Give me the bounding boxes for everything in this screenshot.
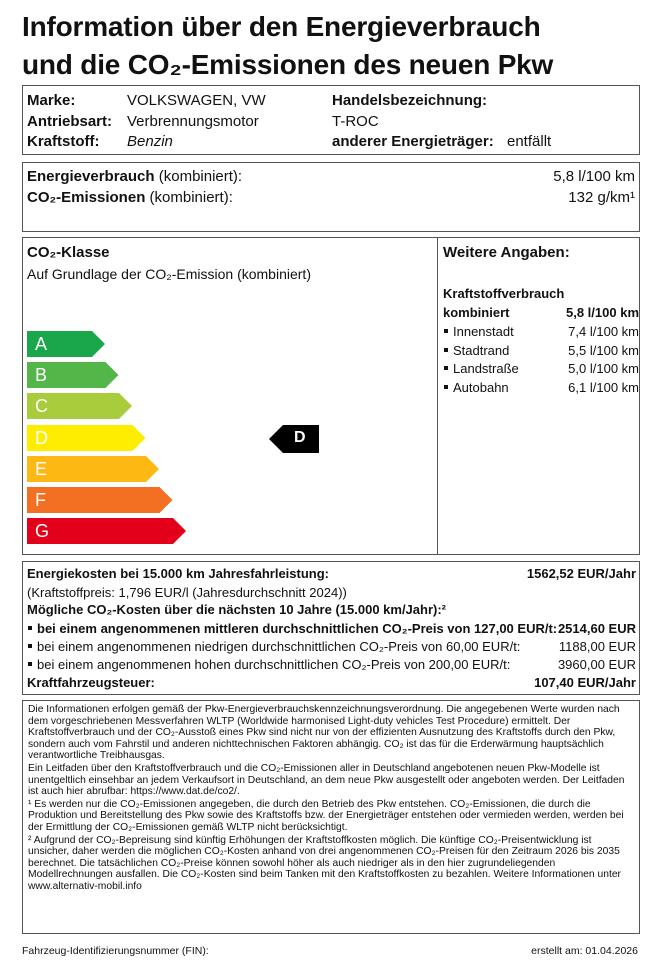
other-energy-label: anderer Energieträger: [332, 133, 494, 150]
consumption-row-label: Innenstadt [453, 324, 514, 339]
co2-class-heading: CO₂-Klasse [27, 244, 110, 261]
class-letter: D [35, 427, 48, 448]
class-letter: E [35, 458, 48, 479]
bullet-icon [28, 644, 32, 648]
note-paragraph-2: Ein Leitfaden über den Kraftstoffverbrauch und die CO₂-Emissionen aller in Deutschland angebotenen neuen Pkw-Modelle ist unentgeltlich einsehbar an jedem Verkaufsort in Deutschland, an dem neue Pkw ausgestellt oder angeboten werden. Der Leitfaden ist auch hier abrufbar: https://www.dat.de/co2/. [28, 762, 625, 798]
combined-consumption-row [443, 304, 639, 322]
co2-emissions-value: 132 g/km¹ [568, 189, 635, 206]
consumption-row-value: 5,0 l/100 km [568, 361, 639, 376]
other-energy-value: entfällt [507, 133, 552, 150]
fuel-label: Kraftstoff: [27, 133, 100, 150]
fin-label: Fahrzeug-Identifizierungsnummer (FIN): [22, 945, 209, 957]
class-arrow-d [27, 425, 146, 451]
consumption-row [443, 379, 639, 397]
consumption-row-value: 7,4 l/100 km [568, 324, 639, 339]
current-class-letter: D [294, 429, 306, 446]
co2-emissions-label [27, 188, 233, 208]
class-arrow-c [27, 393, 132, 419]
co2-cost-mid-value: 2514,60 EUR [557, 621, 636, 636]
trade-name-value: T-ROC [332, 113, 379, 130]
co2-cost-mid-row [27, 620, 636, 638]
fuel-value: Benzin [127, 133, 173, 150]
energy-consumption-value: 5,8 l/100 km [553, 168, 635, 185]
energy-cost-row [27, 565, 636, 583]
page-title [22, 8, 642, 84]
co2-class-subheading: Auf Grundlage der CO₂-Emission (kombiniert) [27, 266, 311, 282]
class-letter: B [35, 365, 48, 386]
vehicle-tax-label: Kraftfahrzeugsteuer: [27, 675, 155, 690]
energy-cost-label: Energiekosten bei 15.000 km Jahresfahrleistung: [27, 566, 330, 581]
class-letter: C [35, 396, 48, 417]
combined-value: 5,8 l/100 km [566, 305, 639, 320]
footnote-2: ² Aufgrund der CO₂-Bepreisung sind künftig Erhöhungen der Kraftstoffkosten möglich. Die künftige CO₂-Preisentwicklung ist unsicher, daher werden die möglichen CO₂-Kosten anhand von drei angenommenen CO₂-Preisen für den Zeitraum 2026 bis 2035 berechnet. Die tatsächlichen CO₂-Preise können sowohl höher als auch niedriger als in den hier zugrundeliegenden Modellrechnungen ausfallen. Die CO₂-Kosten sind beim Tanken mit den Kraftstoffkosten zu bezahlen. Weitere Informationen unter www.alternativ-mobil.info [28, 834, 621, 892]
bullet-icon [28, 662, 32, 666]
consumption-row-label: Landstraße [453, 361, 519, 376]
class-arrow-a [27, 331, 105, 357]
consumption-row [443, 360, 639, 378]
class-letter: A [35, 334, 48, 354]
created-date: erstellt am: 01.04.2026 [531, 945, 638, 957]
brand-value: VOLKSWAGEN, VW [127, 92, 266, 109]
co2-emissions-suffix: (kombiniert): [149, 189, 233, 206]
class-letter: F [35, 490, 46, 510]
legal-notes-box [22, 700, 640, 934]
class-arrow-b [27, 362, 119, 388]
fuel-consumption-heading: Kraftstoffverbrauch [443, 286, 565, 301]
consumption-row [443, 342, 639, 360]
co2-cost-high-label: bei einem angenommenen hohen durchschnittlichen CO₂-Preis von 200,00 EUR/t: [37, 657, 511, 672]
class-arrow-f [27, 487, 173, 513]
co2-cost-low-row [27, 638, 636, 656]
class-letter: G [35, 521, 50, 542]
consumption-row-value: 6,1 l/100 km [568, 379, 639, 395]
co2-cost-high-row [27, 656, 636, 674]
note-paragraph-1: Die Informationen erfolgen gemäß der Pkw-Energieverbrauchskennzeichnungsverordnung. Die angegebenen Werte wurden nach dem vorgeschriebenen Messverfahren WLTP (Worldwide harmonised Light-duty vehicles Test Procedure) ermittelt. Der Kraftstoffverbrauch und der CO₂-Ausstoß eines Pkw sind nicht nur von der effizienten Ausnutzung des Kraftstoffs durch den Pkw, sondern auch vom Fahrstil und anderen nichttechnischen Faktoren abhängig. CO₂ ist das für die Erderwärmung hauptsächlich verantwortliche Treibhausgas. [28, 704, 620, 762]
column-divider [437, 238, 438, 554]
co2-cost-low-value: 1188,00 EUR [558, 639, 636, 654]
vehicle-tax-row [27, 674, 636, 692]
vehicle-info-box [22, 85, 640, 155]
class-arrow-g [27, 518, 186, 544]
bullet-icon [444, 385, 448, 389]
energy-consumption-title: Energieverbrauch [27, 168, 155, 185]
energy-consumption-suffix: (kombiniert): [158, 168, 243, 185]
class-arrow-e [27, 456, 159, 482]
consumption-box [22, 162, 640, 232]
energy-consumption-label [27, 167, 242, 187]
co2-class-box [22, 237, 640, 555]
fuel-price-note: (Kraftstoffpreis: 1,796 EUR/l (Jahresdurchschnitt 2024)) [27, 585, 347, 600]
title-line-2: und die CO₂-Emissionen des neuen Pkw [22, 49, 554, 80]
consumption-row [443, 323, 639, 341]
brand-label: Marke: [27, 92, 76, 109]
consumption-row-label: Autobahn [453, 379, 509, 395]
class-arrow-shape [27, 487, 173, 513]
combined-label: kombiniert [443, 305, 510, 320]
bullet-icon [444, 329, 448, 333]
bullet-icon [444, 348, 448, 352]
bullet-icon [28, 626, 32, 630]
co2-cost-high-value: 3960,00 EUR [557, 657, 636, 672]
co2-emissions-title: CO₂-Emissionen [27, 189, 146, 206]
trade-name-label: Handelsbezeichnung: [332, 92, 488, 109]
costs-box [22, 561, 640, 695]
further-info-heading: Weitere Angaben: [443, 244, 570, 261]
co2-cost-mid-label: bei einem angenommenen mittleren durchschnittlichen CO₂-Preis von 127,00 EUR/t: [37, 621, 558, 636]
class-arrow-shape [27, 518, 186, 544]
consumption-row-label: Stadtrand [453, 342, 510, 358]
footnote-1: ¹ Es werden nur die CO₂-Emissionen angegeben, die durch den Betrieb des Pkw entstehen. CO₂-Emissionen, die durch die Produktion und Bereitstellung des Pkw sowie des Kraftstoffs bzw. der Energieträger entstehen oder vermieden werden, werden bei der Ermittlung der CO₂-Emissionen gemäß WLTP nicht berücksichtigt. [28, 798, 624, 833]
consumption-row-value: 5,5 l/100 km [568, 342, 639, 358]
co2-cost-heading: Mögliche CO₂-Kosten über die nächsten 10 Jahre (15.000 km/Jahr):² [27, 602, 447, 617]
co2-cost-low-label: bei einem angenommenen niedrigen durchschnittlichen CO₂-Preis von 60,00 EUR/t: [37, 639, 521, 654]
vehicle-tax-value: 107,40 EUR/Jahr [534, 675, 636, 690]
title-line-1: Information über den Energieverbrauch [22, 11, 541, 42]
energy-cost-value: 1562,52 EUR/Jahr [526, 566, 636, 581]
bullet-icon [444, 366, 448, 370]
drive-label: Antriebsart: [27, 113, 113, 130]
drive-value: Verbrennungsmotor [127, 113, 259, 130]
